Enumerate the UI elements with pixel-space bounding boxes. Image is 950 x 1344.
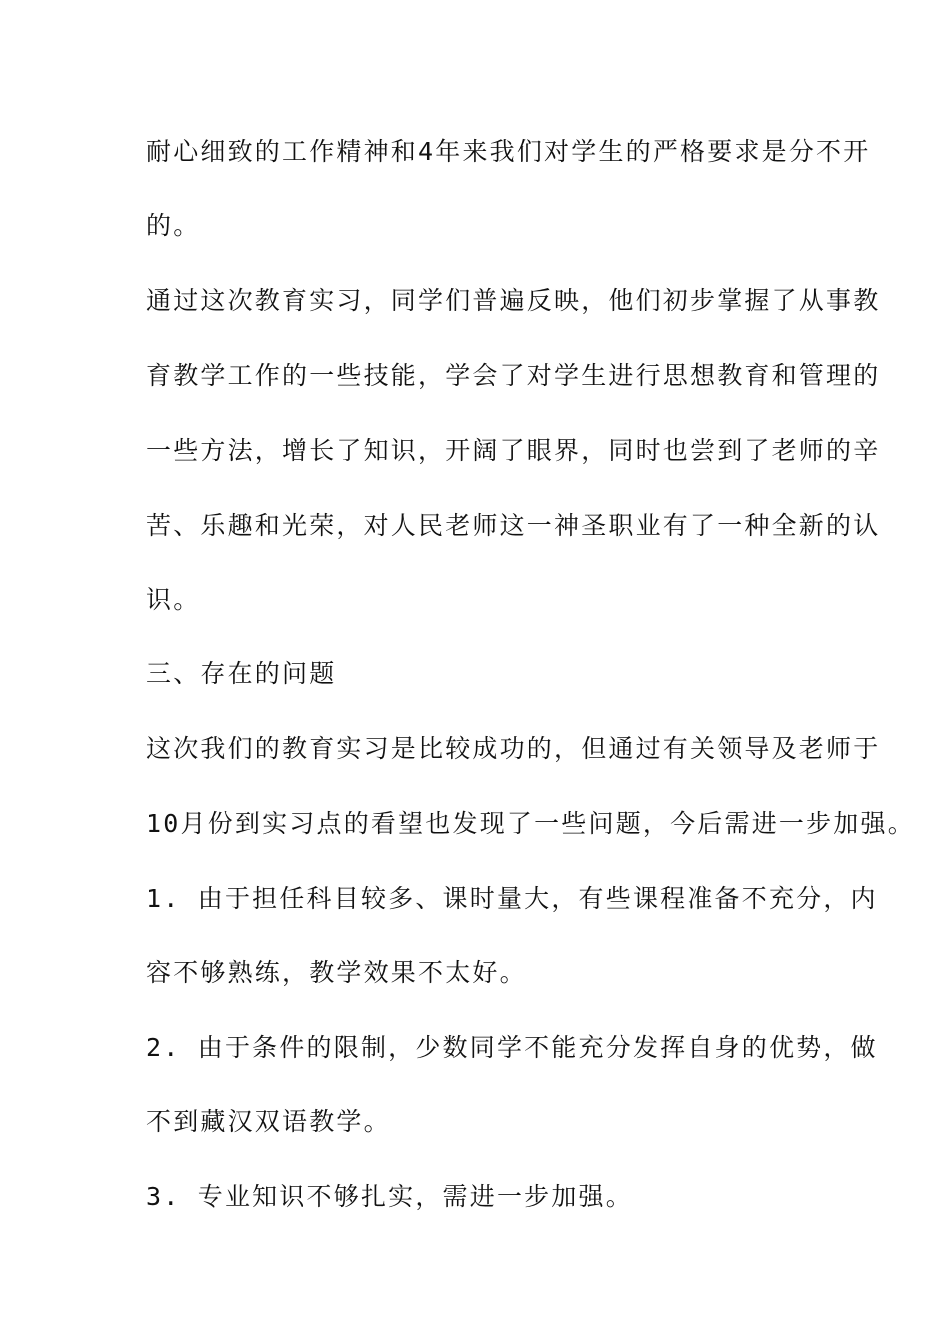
text-line: 育教学工作的一些技能，学会了对学生进行思想教育和管理的 (146, 361, 881, 390)
list-item-2: 2. 由于条件的限制，少数同学不能充分发挥自身的优势，做 (146, 1033, 878, 1062)
text-line: 通过这次教育实习，同学们普遍反映，他们初步掌握了从事教 (146, 286, 881, 315)
text-line: 这次我们的教育实习是比较成功的，但通过有关领导及老师于 (146, 734, 881, 763)
section-heading: 三、存在的问题 (146, 659, 337, 688)
list-item-3: 3. 专业知识不够扎实，需进一步加强。 (146, 1182, 633, 1211)
text-line: 苦、乐趣和光荣，对人民老师这一神圣职业有了一种全新的认 (146, 511, 881, 540)
text-line: 识。 (146, 585, 201, 614)
text-line: 的。 (146, 211, 201, 240)
list-item-1: 1. 由于担任科目较多、课时量大，有些课程准备不充分，内 (146, 884, 878, 913)
text-line: 耐心细致的工作精神和4年来我们对学生的严格要求是分不开 (146, 137, 871, 166)
text-line: 一些方法，增长了知识，开阔了眼界，同时也尝到了老师的辛 (146, 436, 881, 465)
text-line: 容不够熟练，教学效果不太好。 (146, 958, 527, 987)
text-line: 不到藏汉双语教学。 (146, 1107, 391, 1136)
text-line: 10月份到实习点的看望也发现了一些问题，今后需进一步加强。 (146, 809, 915, 838)
